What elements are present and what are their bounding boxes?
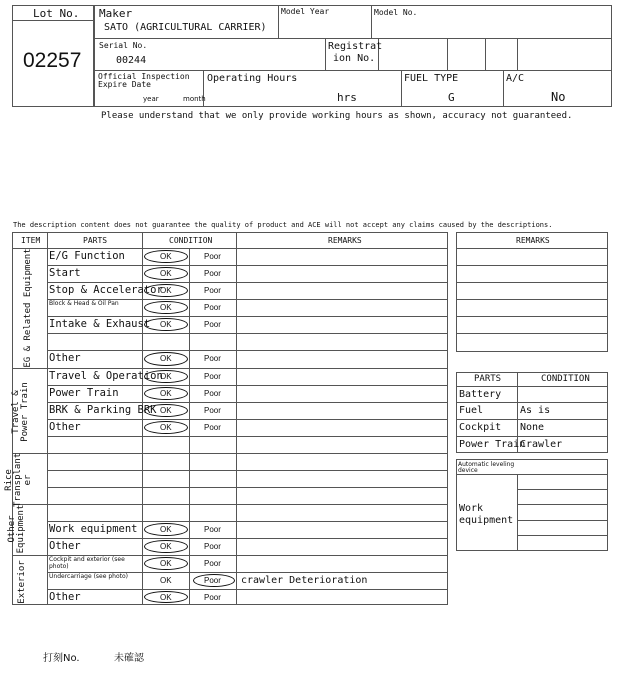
table-row	[47, 589, 448, 605]
stamp-value: 未確認	[114, 653, 144, 664]
ok-circle-mark	[144, 540, 188, 553]
row-ok-label: OK	[160, 354, 172, 363]
registration-label-2: ion No.	[333, 53, 376, 64]
ok-circle-mark	[144, 404, 188, 417]
lot-number: 02257	[23, 49, 82, 72]
ok-circle-mark	[144, 352, 188, 366]
model-year-label: Model Year	[281, 7, 330, 16]
row-poor-label: Poor	[204, 576, 221, 585]
row-poor-label: Poor	[204, 372, 221, 381]
table-row	[47, 538, 448, 555]
group-eg-label: EG & Related Equipment	[23, 248, 33, 368]
year-label: year	[143, 95, 159, 103]
row-part: Undercarriage (see photo)	[49, 573, 128, 580]
table-row	[47, 265, 448, 282]
row-ok-label: OK	[160, 576, 172, 585]
rp-part-battery: Battery	[459, 389, 502, 400]
row-poor-label: Poor	[204, 354, 221, 363]
row-poor-label: Poor	[204, 406, 221, 415]
hours-notice: Please understand that we only provide working hours as shown, accuracy not guaranteed.	[101, 111, 573, 121]
poor-circle-mark	[193, 574, 235, 587]
table-row	[47, 350, 448, 368]
ok-circle-mark	[144, 370, 188, 383]
row-poor-label: Poor	[204, 423, 221, 432]
row-part: Travel & Operation	[49, 370, 163, 382]
table-row	[47, 470, 448, 487]
row-part: Block & Head & Oil Pan	[49, 300, 119, 307]
ok-circle-mark	[144, 301, 188, 314]
hours-label: Operating Hours	[207, 73, 298, 84]
col-condition-header: CONDITION	[169, 236, 213, 245]
ok-circle-mark	[144, 250, 188, 263]
ok-circle-mark	[144, 387, 188, 400]
serial-label: Serial No.	[99, 41, 148, 50]
row-poor-label: Poor	[204, 269, 221, 278]
group-travel-label: Travel & Power Train	[11, 382, 31, 442]
fuel-label: FUEL TYPE	[404, 73, 459, 84]
model-no-label: Model No.	[374, 8, 418, 17]
serial-value: 00244	[116, 55, 147, 66]
row-part: Stop & Accelerator	[49, 284, 163, 296]
ok-circle-mark	[144, 523, 188, 536]
row-ok-label: OK	[160, 252, 172, 261]
inspection-label-1: Official Inspection	[98, 72, 190, 81]
rp-part-power-train: Power Train	[459, 439, 526, 450]
row-ok-label: OK	[160, 269, 172, 278]
maker-value: SATO (AGRICULTURAL CARRIER)	[104, 22, 267, 33]
maker-label: Maker	[99, 7, 133, 20]
row-ok-label: OK	[160, 559, 172, 568]
row-part: Other	[49, 352, 81, 364]
row-part: Intake & Exhaust	[49, 318, 151, 330]
group-exterior-label: Exterior	[17, 560, 27, 604]
inspection-label-2: Expire Date	[98, 80, 151, 89]
month-label: month	[183, 95, 206, 103]
ac-label: A/C	[506, 73, 525, 84]
row-poor-label: Poor	[204, 542, 221, 551]
row-poor-label: Poor	[204, 559, 221, 568]
row-part: Other	[49, 421, 81, 433]
row-ok-label: OK	[160, 389, 172, 398]
row-ok-label: OK	[160, 303, 172, 312]
right-remarks-box	[456, 232, 608, 352]
group-rice-label: Rice Transplant er	[4, 452, 33, 507]
table-row	[47, 333, 448, 350]
ok-circle-mark	[144, 591, 188, 603]
group-other-label: Other Equipment	[7, 504, 27, 554]
table-row	[47, 436, 448, 453]
ok-circle-mark	[144, 284, 188, 297]
row-part: BRK & Parking BRK	[49, 404, 157, 416]
row-remark: crawler Deterioration	[241, 575, 368, 586]
row-ok-label: OK	[160, 320, 172, 329]
rp-part-fuel: Fuel	[459, 405, 484, 416]
rp-cond-power-train: Crawler	[520, 439, 563, 450]
row-ok-label: OK	[160, 372, 172, 381]
registration-label-1: Registrat	[328, 41, 383, 52]
row-poor-label: Poor	[204, 252, 221, 261]
row-part: Work equipment	[49, 523, 138, 535]
row-poor-label: Poor	[204, 286, 221, 295]
rp-col-condition: CONDITION	[541, 374, 590, 384]
row-part: Cockpit and exterior (see photo)	[49, 556, 125, 570]
row-ok-label: OK	[160, 525, 172, 534]
stamp-label: 打刻No.	[43, 653, 80, 664]
description-notice: The description content does not guarantee the quality of product and ACE will not accept any claims caused by the descriptions.	[13, 221, 553, 229]
table-row	[47, 419, 448, 436]
rp-cond-fuel: As is	[520, 405, 551, 416]
right-remarks-header: REMARKS	[516, 236, 550, 245]
row-part: E/G Function	[49, 250, 125, 262]
col-remarks-header: REMARKS	[328, 236, 362, 245]
row-ok-label: OK	[160, 406, 172, 415]
row-poor-label: Poor	[204, 389, 221, 398]
row-poor-label: Poor	[204, 525, 221, 534]
row-poor-label: Poor	[204, 320, 221, 329]
hours-unit: hrs	[337, 91, 357, 104]
work-equipment-label: Work equipment	[459, 503, 514, 526]
fuel-value: G	[448, 91, 455, 104]
ok-circle-mark	[144, 267, 188, 280]
rp-part-cockpit: Cockpit	[459, 422, 502, 433]
lot-label: Lot No.	[33, 7, 80, 20]
row-part: Other	[49, 540, 81, 552]
row-ok-label: OK	[160, 423, 172, 432]
row-ok-label: OK	[160, 286, 172, 295]
rp-col-parts: PARTS	[474, 374, 502, 384]
row-part: Power Train	[49, 387, 119, 399]
ok-circle-mark	[144, 318, 188, 331]
auto-leveling-label: Automatic leveling device	[458, 461, 515, 475]
ac-value: No	[551, 90, 566, 104]
col-parts-header: PARTS	[83, 236, 108, 245]
rp-cond-cockpit: None	[520, 422, 545, 433]
row-ok-label: OK	[160, 542, 172, 551]
table-row	[47, 453, 448, 470]
row-poor-label: Poor	[204, 593, 221, 602]
ok-circle-mark	[144, 557, 188, 570]
row-part: Other	[49, 591, 81, 603]
table-row	[47, 487, 448, 504]
col-item-header: ITEM	[21, 236, 41, 245]
ok-circle-mark	[144, 421, 188, 434]
row-part: Start	[49, 267, 81, 279]
row-poor-label: Poor	[204, 303, 221, 312]
row-ok-label: OK	[160, 593, 172, 602]
